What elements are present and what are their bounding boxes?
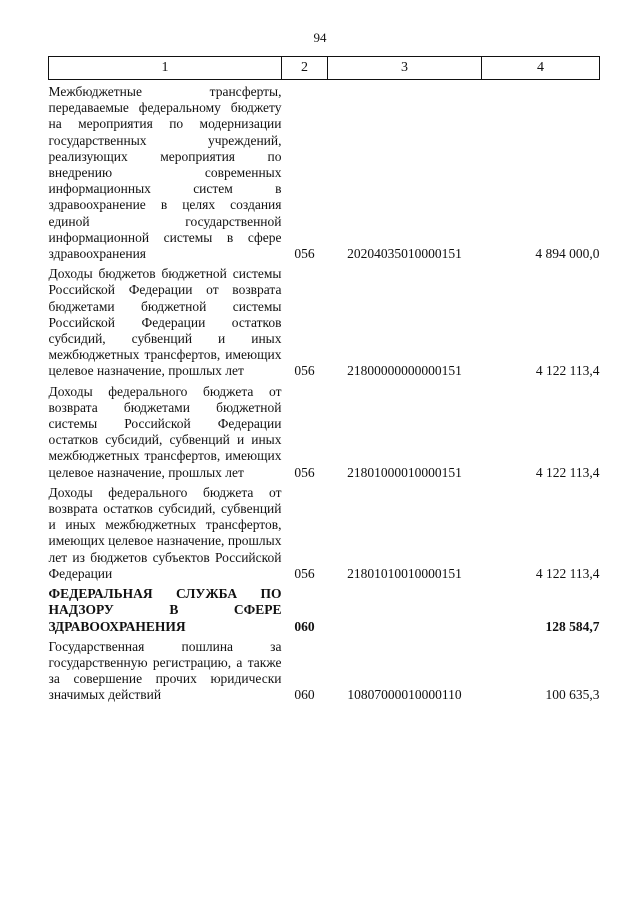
table-row-section [49,582,600,635]
row-budget-code: 21801000010000151 [347,464,462,480]
table-row [49,635,600,704]
row-name: Государственная пошлина за государственную регистрацию, а также за совершение прочих юридически значимых действий [48,638,282,703]
table-row [49,481,600,582]
row-admin-code: 056 [294,246,315,262]
header-col-3: 3 [328,57,482,80]
table-row [49,380,600,481]
row-admin-code: 060 [294,687,315,703]
row-amount: 4 122 113,4 [535,565,600,581]
header-col-4: 4 [482,57,600,80]
row-budget-code: 21800000000000151 [347,363,462,379]
section-budget-code [328,582,482,635]
row-budget-code: 20204035010000151 [347,246,462,262]
row-amount: 4 122 113,4 [535,363,600,379]
row-name: Межбюджетные трансферты, передаваемые федеральному бюджету на мероприятия по модернизации государственных учреждений, реализующих мероприятия по внедрению современных информационных систем в здравоохранение в целях создания единой государственной информационной системы в сфере здравоохранения [48,84,282,262]
row-admin-code: 056 [294,363,315,379]
row-name: Доходы бюджетов бюджетной системы Российской Федерации от возврата бюджетами бюджетной системы Российской Федерации остатков субсидий, субвенций и иных межбюджетных трансфертов, имеющих целевое назначение, прошлых лет [48,266,282,379]
header-row [49,57,600,80]
row-admin-code: 056 [294,565,315,581]
row-amount: 4 894 000,0 [535,246,600,262]
row-name: Доходы федерального бюджета от возврата бюджетами бюджетной системы Российской Федерации остатков субсидий, субвенций и иных межбюджетных трансфертов, имеющих целевое назначение, прошлых лет [48,383,282,480]
budget-table [48,56,600,704]
row-name: Доходы федерального бюджета от возврата остатков субсидий, субвенций и иных межбюджетных трансфертов, имеющих целевое назначение, прошлых лет из бюджетов субъектов Российской Федерации [48,484,282,581]
row-admin-code: 056 [294,464,315,480]
table-row [49,262,600,379]
row-budget-code: 21801010010000151 [347,565,462,581]
section-amount: 128 584,7 [545,618,600,634]
row-amount: 100 635,3 [545,687,600,703]
section-admin-code: 060 [294,618,315,634]
header-col-2: 2 [282,57,328,80]
row-budget-code: 10807000010000110 [347,687,462,703]
page-number: 94 [313,30,327,45]
table-row [49,80,600,263]
section-name: ФЕДЕРАЛЬНАЯ СЛУЖБА ПО НАДЗОРУ В СФЕРЕ ЗДРАВООХРАНЕНИЯ [48,586,282,634]
row-amount: 4 122 113,4 [535,464,600,480]
header-col-1: 1 [49,57,282,80]
